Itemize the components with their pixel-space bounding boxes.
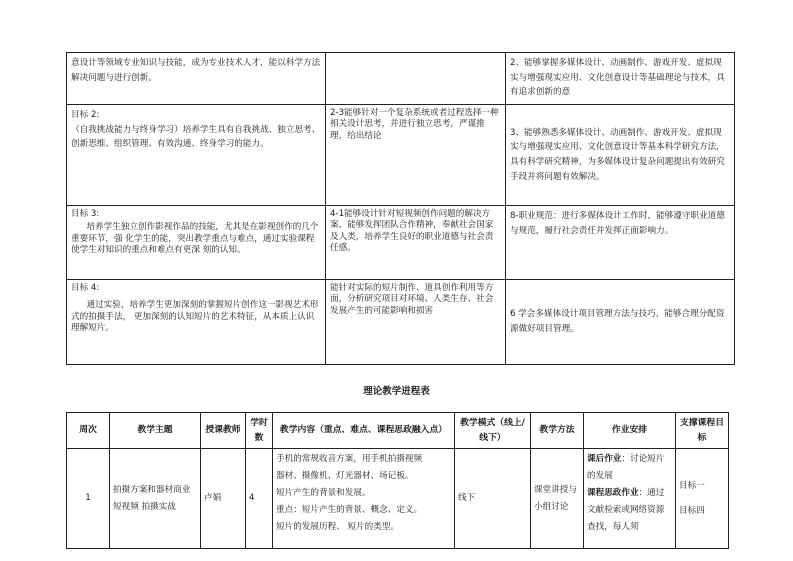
- goals-row-3: [67, 206, 735, 280]
- goal-2-requirement: 3、能够熟悉多媒体设计、动画制作、游戏开发、虚拟现实与增强现实应用、文化创意设计等基本科学研究方法，具有科学研究精神，为多媒体设计复杂问题提出有效研究手段并将问题有效解决。: [506, 105, 735, 206]
- goal-1-cell: [67, 53, 326, 105]
- header-goal: 支撑课程目标: [676, 413, 729, 449]
- goal-4-text: 通过实验，培养学生更加深刻的掌握短片创作这一影视艺术形式的拍摄手法， 更加深刻的认知短片的艺术特征，从本质上认识理解短片。: [71, 300, 319, 334]
- header-topic: 教学主题: [110, 413, 201, 449]
- header-week: 周次: [67, 413, 110, 449]
- goal-ref: 目标四: [679, 505, 705, 516]
- goal-2-title: 目标 2:: [71, 110, 100, 120]
- content-line: 器材、摄像机、灯光器材、场记板。: [276, 471, 414, 481]
- header-teacher: 授课教师: [201, 413, 246, 449]
- assignment-cell: [584, 449, 676, 549]
- goal-3-requirement: 8-职业规范：进行多媒体设计工作时，能够遵守职业道德与规范，履行社会责任并发挥正面影响力。: [506, 206, 735, 280]
- goal-2-indicator: 2-3能够针对一个复杂系统或者过程选择一种相关设计思考，并进行独立思考，严谨推理，给出结论: [326, 105, 506, 206]
- content-line: 短片产生的背景和发展。: [276, 488, 371, 498]
- content-line: 手机的常规收音方案，用手机拍摄视频: [276, 454, 423, 464]
- goal-4-indicator: 能针对实际的短片制作、道具创作利用等方面，分析研究项目对环境、人类生存、社会发展产生的可能影响和损害: [326, 280, 506, 365]
- theory-schedule-table: [66, 412, 729, 549]
- goal-3-text: 培养学生独立创作影视作品的技能，尤其是在影视创作的几个重要环节，强 化学生的能，突出教学重点与难点，通过实验课程使学生对知识的重点和难点有更深 刻的认知。: [71, 222, 319, 256]
- content-line: 重点：短片产生的背景、概念、定义。: [276, 505, 423, 515]
- week-cell: 1: [67, 449, 110, 549]
- header-mode: 教学模式（线上/线下）: [455, 413, 531, 449]
- hours-cell: 4: [246, 449, 273, 549]
- header-content: 教学内容（重点、难点、课程思政融入点）: [273, 413, 455, 449]
- goal-1-text: 意设计等领域专业知识与技能，成为专业技术人才，能以科学方法解决问题与进行创新。: [71, 58, 321, 83]
- goal-2-text: （自我挑战能力与终身学习）培养学生具有自我挑战、独立思考、创新思维、组织管理、有效沟通、终身学习的能力。: [71, 124, 321, 150]
- content-cell: [273, 449, 455, 549]
- assignment-text-ideology: ：通过文献检索或网络资源查找，每人须: [587, 488, 665, 532]
- course-goals-table: [66, 52, 735, 365]
- header-assignment: 作业安排: [584, 413, 676, 449]
- header-method: 教学方法: [531, 413, 584, 449]
- schedule-row-1: [67, 449, 729, 549]
- goal-3-indicator: 4-1能够设计针对短视频创作问题的解决方案，能够发挥团队合作精神，奉献社会国家及人类，培养学生良好的职业道德与社会责任感。: [326, 206, 506, 280]
- schedule-header-row: [67, 413, 729, 449]
- goals-row-2: [67, 105, 735, 206]
- goal-2-cell: [67, 105, 326, 206]
- goal-1-requirement: 2、能够掌握多媒体设计、动画制作、游戏开发、虚拟现实与增强现实应用、文化创意设计等基础理论与技术，具有追求创新的意: [506, 53, 735, 105]
- mode-cell: 线下: [455, 449, 531, 549]
- assignment-label-ideology: 课程思政作业: [587, 488, 639, 498]
- method-cell: 课堂讲授与小组讨论: [531, 449, 584, 549]
- assignment-label-homework: 课后作业: [587, 454, 622, 464]
- topic-cell: 拍摄方案和器材商业短视频 拍摄实战: [110, 449, 201, 549]
- goals-row-4: [67, 280, 735, 365]
- goal-ref: 目标一: [679, 480, 705, 491]
- goal-cell: [676, 449, 729, 549]
- content-line: 短片的发展历程、 短片的类型。: [276, 522, 400, 532]
- goal-4-cell: [67, 280, 326, 365]
- header-hours: 学时数: [246, 413, 273, 449]
- schedule-title: 理论教学进程表: [363, 386, 430, 397]
- goals-row-1: [67, 53, 735, 105]
- assignment-text-homework: ：讨论短片的发展: [587, 454, 665, 481]
- goal-4-title: 目标 4:: [71, 283, 100, 293]
- goal-1-indicator: [326, 53, 506, 105]
- goal-3-title: 目标 3:: [71, 209, 100, 219]
- goal-3-cell: [67, 206, 326, 280]
- teacher-cell: 卢娟: [201, 449, 246, 549]
- goal-4-requirement: 6 学会多媒体设计项目管理方法与技巧，能够合理分配资源做好项目管理。: [506, 280, 735, 365]
